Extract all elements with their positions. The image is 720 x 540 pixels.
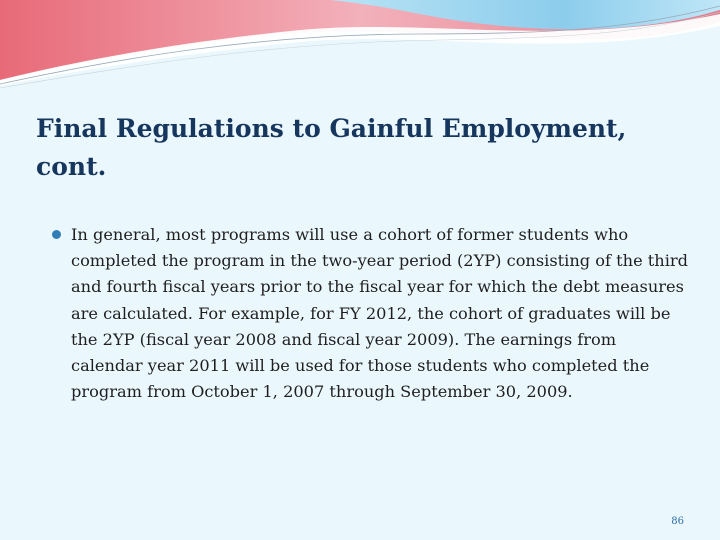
bullet-list bbox=[52, 222, 692, 405]
bullet-dot-icon bbox=[52, 230, 61, 239]
header-wave-decoration bbox=[0, 0, 720, 90]
slide-title: Final Regulations to Gainful Employment, cont. bbox=[36, 114, 627, 181]
page-number: 86 bbox=[671, 516, 684, 527]
bullet-text: In general, most programs will use a cohort of former students who completed the program in the two-year period (2YP) consisting of the third and fourth fiscal years prior to the fiscal year for which the debt measures are calculated. For example, for FY 2012, the cohort of graduates will be the 2YP (fiscal year 2008 and fiscal year 2009). The earnings from calendar year 2011 will be used for those students who completed the program from October 1, 2007 through September 30, 2009. bbox=[71, 225, 689, 402]
